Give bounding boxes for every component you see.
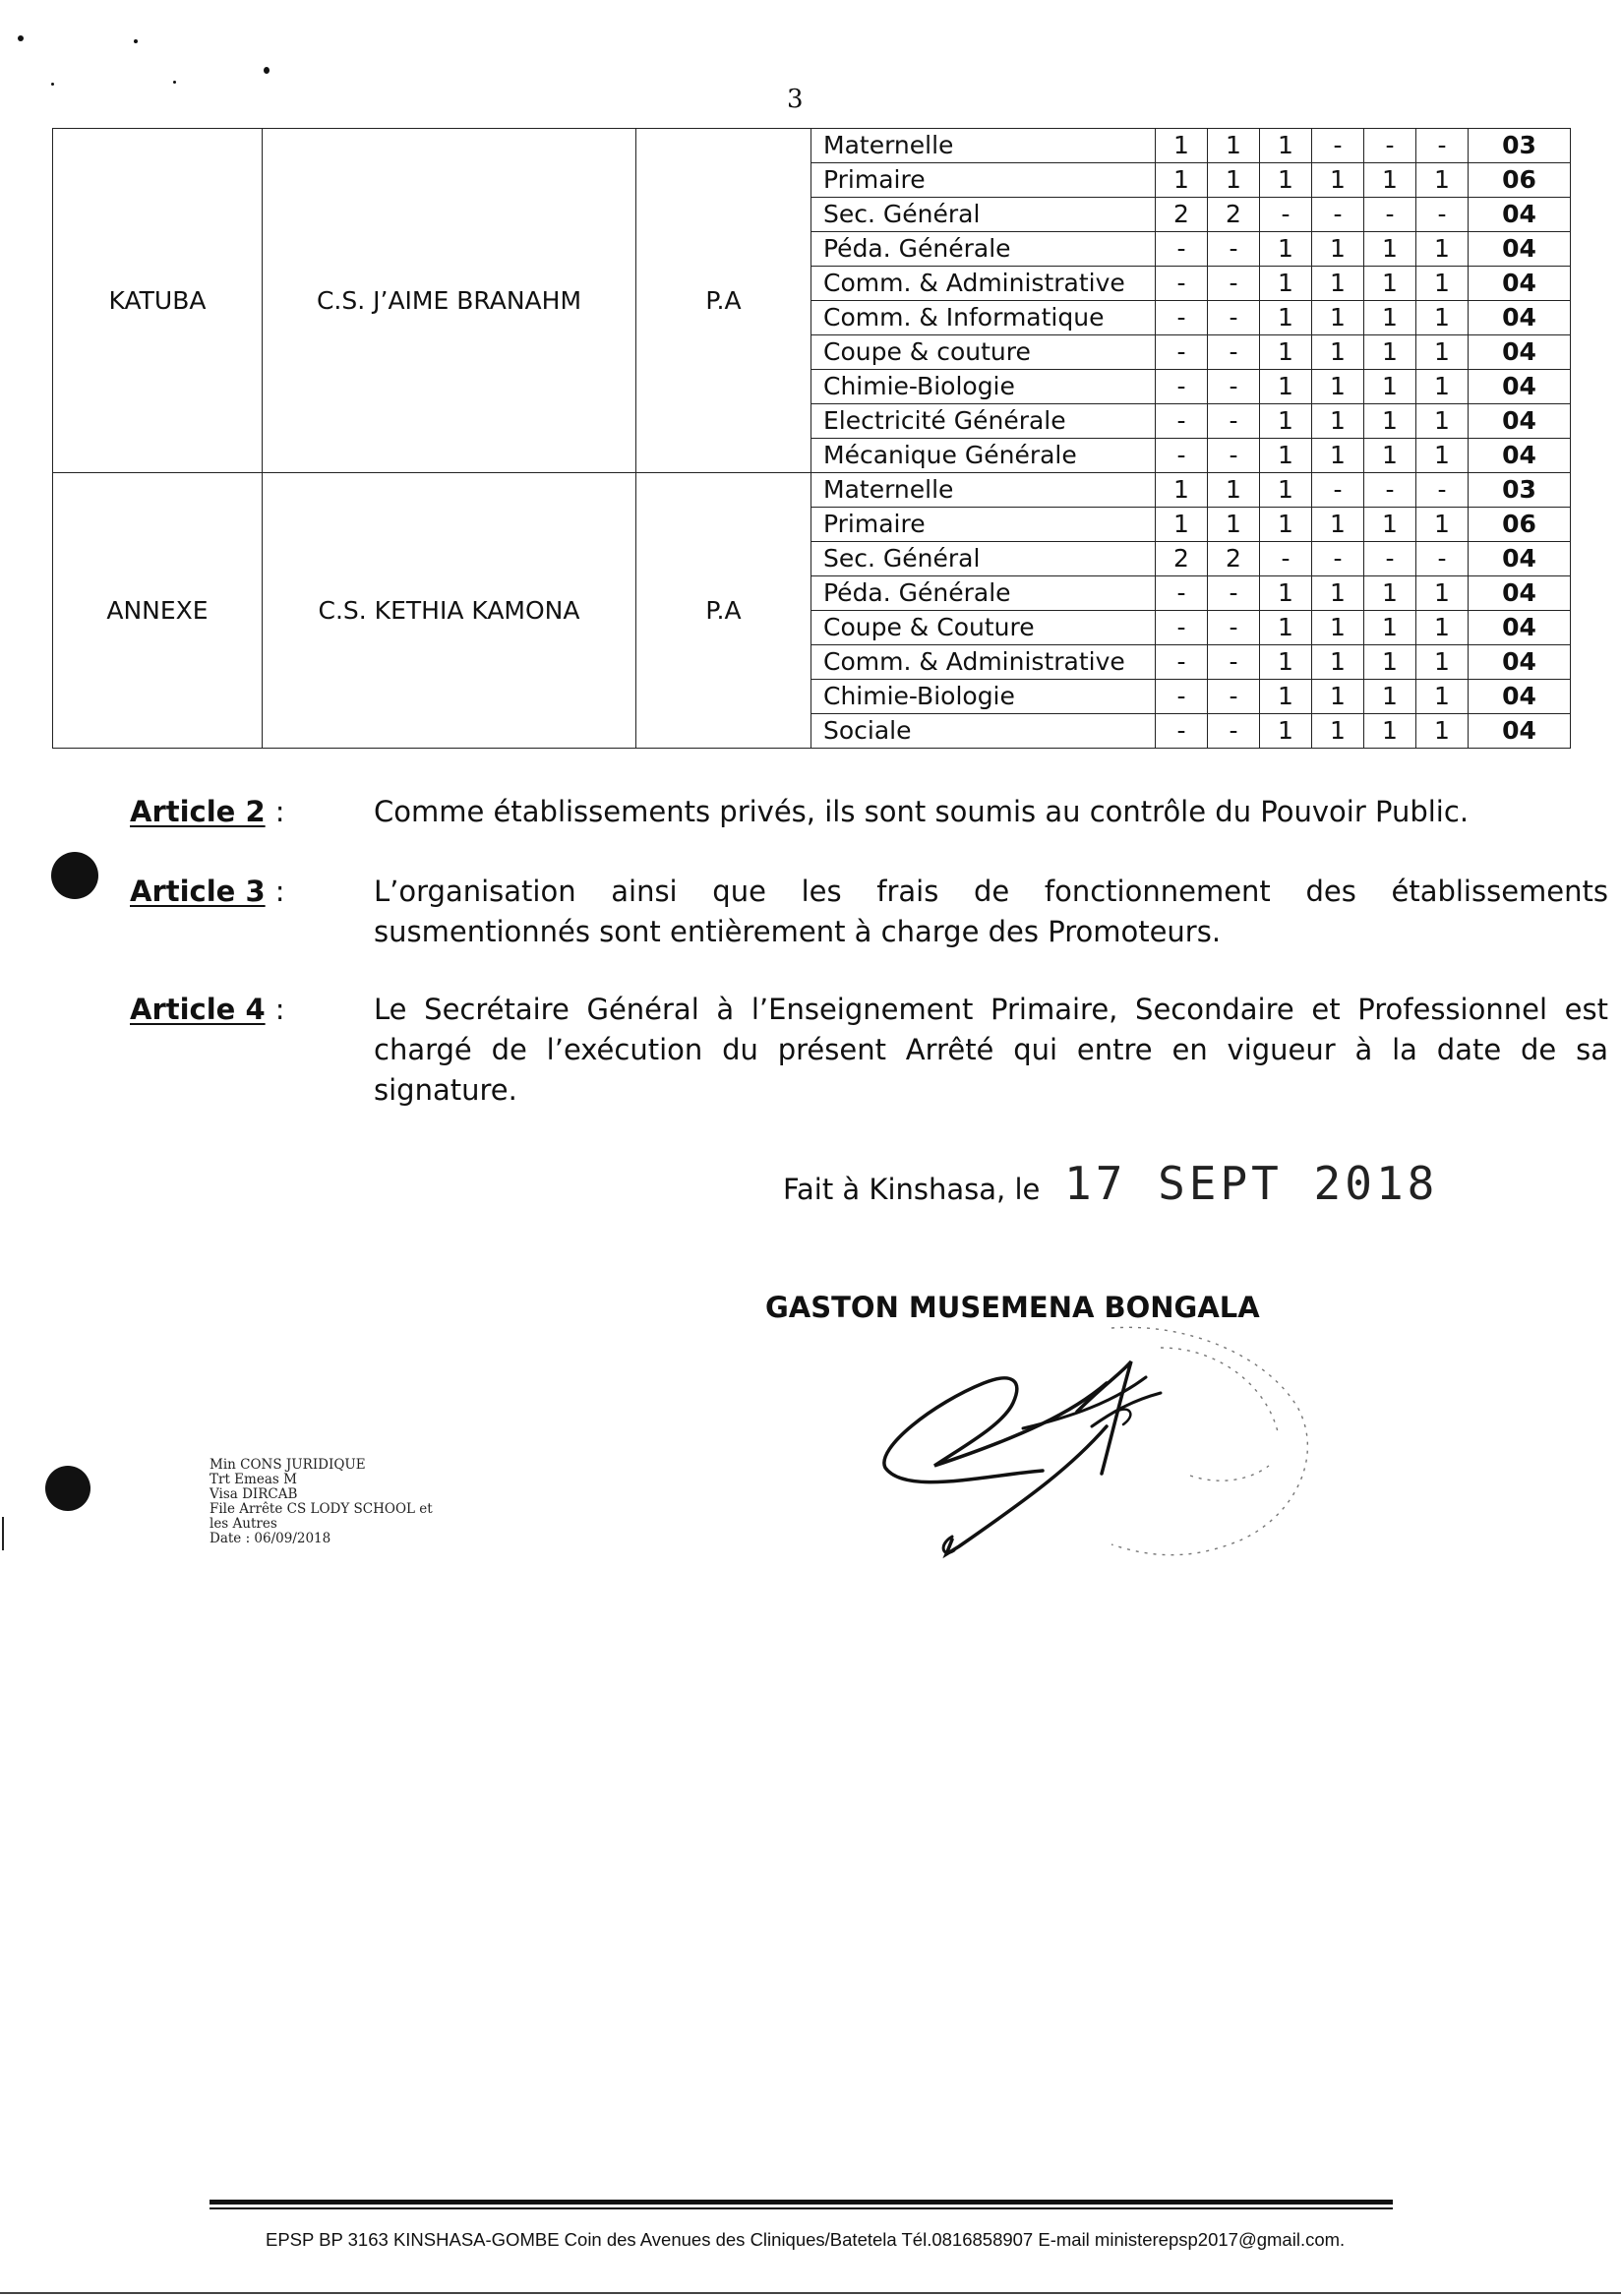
class-count-cell: -	[1208, 611, 1260, 645]
class-count-cell: 1	[1156, 473, 1208, 508]
total-cell: 03	[1469, 129, 1571, 163]
reference-block	[210, 1458, 433, 1546]
total-cell: 04	[1469, 335, 1571, 370]
total-cell: 04	[1469, 576, 1571, 611]
class-count-cell: 1	[1260, 473, 1312, 508]
class-count-cell: 1	[1312, 404, 1364, 439]
ref-line: Date : 06/09/2018	[210, 1531, 331, 1546]
class-count-cell: 1	[1416, 163, 1469, 198]
total-cell: 04	[1469, 645, 1571, 680]
class-count-cell: -	[1260, 542, 1312, 576]
class-count-cell: 1	[1364, 335, 1416, 370]
class-count-cell: -	[1208, 714, 1260, 749]
scan-speck	[134, 39, 138, 43]
class-count-cell: -	[1312, 473, 1364, 508]
class-count-cell: 1	[1364, 439, 1416, 473]
class-count-cell: 1	[1208, 163, 1260, 198]
footer-address: EPSP BP 3163 KINSHASA-GOMBE Coin des Avenues des Cliniques/Batetela Tél.0816858907 E-mail ministerepsp2017@gmail.com.	[266, 2229, 1346, 2250]
class-count-cell: 1	[1260, 404, 1312, 439]
article-text: Le Secrétaire Général à l’Enseignement Primaire, Secondaire et Professionnel est chargé de l’exécution du présent Arrêté qui entre en vigueur à la date de sa signature.	[374, 993, 1608, 1107]
class-count-cell: 1	[1364, 267, 1416, 301]
total-cell: 04	[1469, 404, 1571, 439]
class-count-cell: -	[1208, 232, 1260, 267]
option-cell: Chimie-Biologie	[811, 370, 1156, 404]
class-count-cell: 1	[1260, 163, 1312, 198]
class-count-cell: 1	[1416, 680, 1469, 714]
class-count-cell: -	[1156, 335, 1208, 370]
class-count-cell: 1	[1416, 439, 1469, 473]
class-count-cell: -	[1156, 439, 1208, 473]
class-count-cell: 1	[1416, 267, 1469, 301]
total-cell: 06	[1469, 508, 1571, 542]
scan-speck	[173, 81, 176, 84]
article-colon: :	[274, 993, 285, 1026]
class-count-cell: -	[1416, 542, 1469, 576]
regime-cell: P.A	[636, 473, 811, 749]
article-label: Article 4	[130, 993, 266, 1026]
article-colon: :	[274, 795, 285, 828]
class-count-cell: -	[1312, 198, 1364, 232]
total-cell: 03	[1469, 473, 1571, 508]
class-count-cell: 1	[1312, 301, 1364, 335]
class-count-cell: 1	[1364, 645, 1416, 680]
page-number: 3	[787, 85, 804, 114]
class-count-cell: 1	[1260, 129, 1312, 163]
class-count-cell: -	[1364, 473, 1416, 508]
scan-edge-mark	[2, 1517, 4, 1550]
class-count-cell: 1	[1416, 508, 1469, 542]
option-cell: Chimie-Biologie	[811, 680, 1156, 714]
regime-cell: P.A	[636, 129, 811, 473]
option-cell: Primaire	[811, 163, 1156, 198]
option-cell: Mécanique Générale	[811, 439, 1156, 473]
footer-rule	[210, 2200, 1393, 2205]
schools-table	[52, 128, 1571, 749]
class-count-cell: 1	[1312, 714, 1364, 749]
class-count-cell: 1	[1364, 404, 1416, 439]
class-count-cell: 2	[1156, 542, 1208, 576]
school-name-cell: C.S. KETHIA KAMONA	[263, 473, 636, 749]
class-count-cell: 1	[1364, 370, 1416, 404]
class-count-cell: -	[1416, 473, 1469, 508]
option-cell: Coupe & couture	[811, 335, 1156, 370]
class-count-cell: 1	[1364, 714, 1416, 749]
total-cell: 04	[1469, 198, 1571, 232]
class-count-cell: 1	[1364, 508, 1416, 542]
total-cell: 06	[1469, 163, 1571, 198]
class-count-cell: 1	[1260, 611, 1312, 645]
scan-speck	[18, 35, 24, 41]
signer-name: GASTON MUSEMENA BONGALA	[765, 1291, 1260, 1324]
class-count-cell: -	[1312, 129, 1364, 163]
class-count-cell: -	[1156, 404, 1208, 439]
class-count-cell: 1	[1260, 508, 1312, 542]
class-count-cell: -	[1208, 301, 1260, 335]
option-cell: Coupe & Couture	[811, 611, 1156, 645]
option-cell: Electricité Générale	[811, 404, 1156, 439]
class-count-cell: -	[1156, 714, 1208, 749]
class-count-cell: 1	[1416, 576, 1469, 611]
ref-line: Trt Emeas M	[210, 1472, 297, 1487]
total-cell: 04	[1469, 680, 1571, 714]
punch-hole	[51, 852, 98, 899]
option-cell: Maternelle	[811, 473, 1156, 508]
class-count-cell: 1	[1364, 232, 1416, 267]
class-count-cell: 1	[1364, 301, 1416, 335]
scan-speck	[264, 67, 270, 74]
table-row	[53, 129, 1571, 163]
total-cell: 04	[1469, 611, 1571, 645]
scan-bottom-edge	[0, 2292, 1621, 2294]
class-count-cell: -	[1208, 439, 1260, 473]
class-count-cell: 1	[1208, 473, 1260, 508]
total-cell: 04	[1469, 267, 1571, 301]
class-count-cell: 1	[1260, 267, 1312, 301]
class-count-cell: -	[1208, 267, 1260, 301]
municipality-cell: ANNEXE	[53, 473, 263, 749]
class-count-cell: -	[1156, 680, 1208, 714]
class-count-cell: 1	[1416, 232, 1469, 267]
class-count-cell: -	[1156, 267, 1208, 301]
class-count-cell: -	[1156, 645, 1208, 680]
class-count-cell: -	[1364, 129, 1416, 163]
class-count-cell: -	[1416, 198, 1469, 232]
class-count-cell: -	[1364, 542, 1416, 576]
class-count-cell: 1	[1260, 232, 1312, 267]
class-count-cell: 1	[1312, 163, 1364, 198]
option-cell: Comm. & Informatique	[811, 301, 1156, 335]
class-count-cell: 1	[1312, 645, 1364, 680]
class-count-cell: 1	[1260, 370, 1312, 404]
total-cell: 04	[1469, 714, 1571, 749]
class-count-cell: -	[1156, 576, 1208, 611]
class-count-cell: 1	[1208, 129, 1260, 163]
punch-hole	[45, 1466, 90, 1511]
class-count-cell: 1	[1260, 680, 1312, 714]
option-cell: Primaire	[811, 508, 1156, 542]
class-count-cell: 1	[1312, 232, 1364, 267]
class-count-cell: -	[1156, 232, 1208, 267]
total-cell: 04	[1469, 301, 1571, 335]
class-count-cell: -	[1364, 198, 1416, 232]
municipality-cell: KATUBA	[53, 129, 263, 473]
footer-rule	[210, 2207, 1393, 2209]
class-count-cell: 1	[1312, 267, 1364, 301]
stamped-date: 17 SEPT 2018	[1064, 1157, 1439, 1210]
option-cell: Sec. Général	[811, 198, 1156, 232]
class-count-cell: -	[1208, 404, 1260, 439]
class-count-cell: 1	[1260, 645, 1312, 680]
total-cell: 04	[1469, 232, 1571, 267]
article-label: Article 2	[130, 795, 266, 828]
class-count-cell: -	[1208, 576, 1260, 611]
class-count-cell: 1	[1312, 370, 1364, 404]
class-count-cell: -	[1208, 370, 1260, 404]
option-cell: Péda. Générale	[811, 576, 1156, 611]
ref-line: Visa DIRCAB	[210, 1486, 298, 1502]
class-count-cell: -	[1208, 335, 1260, 370]
class-count-cell: 1	[1364, 163, 1416, 198]
class-count-cell: 1	[1208, 508, 1260, 542]
option-cell: Comm. & Administrative	[811, 267, 1156, 301]
total-cell: 04	[1469, 439, 1571, 473]
class-count-cell: -	[1208, 680, 1260, 714]
school-name-cell: C.S. J’AIME BRANAHM	[263, 129, 636, 473]
class-count-cell: 1	[1416, 611, 1469, 645]
class-count-cell: 1	[1260, 439, 1312, 473]
ref-line: les Autres	[210, 1516, 277, 1532]
place-and-date-label: Fait à Kinshasa, le	[783, 1173, 1041, 1206]
class-count-cell: -	[1156, 370, 1208, 404]
class-count-cell: 1	[1156, 508, 1208, 542]
article-text: Comme établissements privés, ils sont soumis au contrôle du Pouvoir Public.	[374, 795, 1470, 828]
class-count-cell: 1	[1260, 335, 1312, 370]
class-count-cell: 1	[1156, 163, 1208, 198]
table-row	[53, 473, 1571, 508]
class-count-cell: 2	[1208, 198, 1260, 232]
option-cell: Comm. & Administrative	[811, 645, 1156, 680]
option-cell: Maternelle	[811, 129, 1156, 163]
class-count-cell: 1	[1364, 576, 1416, 611]
class-count-cell: 1	[1260, 714, 1312, 749]
class-count-cell: -	[1260, 198, 1312, 232]
class-count-cell: 2	[1156, 198, 1208, 232]
class-count-cell: 1	[1312, 611, 1364, 645]
class-count-cell: 1	[1364, 680, 1416, 714]
option-cell: Sociale	[811, 714, 1156, 749]
class-count-cell: 1	[1416, 370, 1469, 404]
class-count-cell: 2	[1208, 542, 1260, 576]
scan-speck	[51, 83, 54, 86]
handwritten-signature	[866, 1318, 1397, 1613]
class-count-cell: 1	[1156, 129, 1208, 163]
class-count-cell: 1	[1416, 645, 1469, 680]
class-count-cell: 1	[1260, 301, 1312, 335]
ref-line: File Arrête CS LODY SCHOOL et	[210, 1501, 433, 1517]
class-count-cell: 1	[1260, 576, 1312, 611]
class-count-cell: 1	[1312, 576, 1364, 611]
class-count-cell: 1	[1364, 611, 1416, 645]
class-count-cell: 1	[1416, 404, 1469, 439]
class-count-cell: -	[1312, 542, 1364, 576]
class-count-cell: 1	[1312, 508, 1364, 542]
class-count-cell: -	[1208, 645, 1260, 680]
option-cell: Péda. Générale	[811, 232, 1156, 267]
article-label: Article 3	[130, 875, 266, 908]
class-count-cell: 1	[1312, 335, 1364, 370]
ref-line: Min CONS JURIDIQUE	[210, 1457, 366, 1473]
class-count-cell: 1	[1416, 301, 1469, 335]
class-count-cell: -	[1156, 301, 1208, 335]
class-count-cell: 1	[1312, 680, 1364, 714]
class-count-cell: 1	[1416, 714, 1469, 749]
class-count-cell: 1	[1312, 439, 1364, 473]
class-count-cell: -	[1416, 129, 1469, 163]
class-count-cell: 1	[1416, 335, 1469, 370]
total-cell: 04	[1469, 370, 1571, 404]
article-text: L’organisation ainsi que les frais de fonctionnement des établissements susmentionnés sont entièrement à charge des Promoteurs.	[374, 875, 1608, 948]
class-count-cell: -	[1156, 611, 1208, 645]
option-cell: Sec. Général	[811, 542, 1156, 576]
article-colon: :	[274, 875, 285, 908]
total-cell: 04	[1469, 542, 1571, 576]
